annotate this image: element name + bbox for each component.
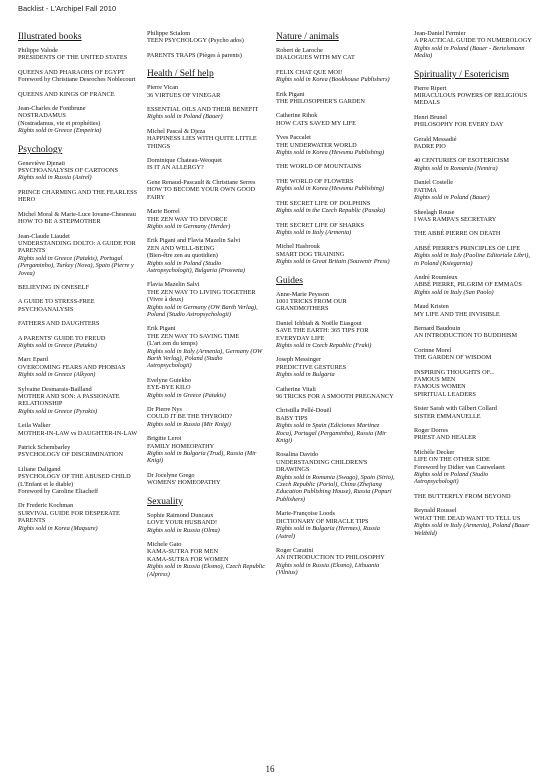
book-entry <box>276 510 396 540</box>
book-entry <box>147 377 267 399</box>
entry-text: Daniel Ichbiah & Noëlle Eiasgout <box>276 319 362 327</box>
book-entry <box>414 85 534 107</box>
entry-text: EYE-BYE KILO <box>147 384 191 392</box>
rights-note: Rights sold in Korea (Maqsure) <box>18 524 98 532</box>
entry-text: THE ZEN WAY TO SAVING TIME <box>147 332 240 340</box>
entry-text: Pierre Vican <box>147 84 179 92</box>
entry-text: Bernard Baudouin <box>414 324 461 332</box>
page-number: 16 <box>265 764 275 774</box>
book-entry <box>18 444 138 459</box>
entry-text: PRINCE CHARMING AND THE FEARLESS HERO <box>18 188 138 204</box>
entry-text: Erik Pigani and Flavia Mazelin Salvi <box>147 237 241 245</box>
book-entry <box>414 245 534 267</box>
rights-note: Rights sold in Italy (San Paolo) <box>414 288 494 296</box>
entry-text: Sylvaine Desmarais-Bailland <box>18 385 92 393</box>
book-entry <box>414 114 534 129</box>
entry-text: PSYCHOANALYSIS OF CARTOONS <box>18 167 118 175</box>
book-entry <box>414 303 534 318</box>
rights-note: Rights sold in Russia (Eksmo), Czech Republic (Alpress) <box>147 563 266 578</box>
book-entry <box>18 356 138 378</box>
rights-note: Rights sold in Romania (Swago), Spain (Sirio), Czech Republic (Portal), China (Zhejiang Education Publishing House), Russia (Popuri Publishers) <box>276 473 395 503</box>
entry-text: SISTER EMMANUELLE <box>414 412 481 420</box>
book-entry <box>276 178 396 193</box>
book-entry <box>18 335 138 350</box>
book-entry <box>147 541 267 578</box>
entry-text: FAMILY HOMEOPATHY <box>147 442 215 450</box>
entry-text: Marc Epard <box>18 356 48 364</box>
book-entry <box>414 179 534 201</box>
book-entry <box>276 222 396 237</box>
entry-text: HAPPINESS LIES WITH QUITE LITTLE THINGS <box>147 135 257 150</box>
entry-text: 40 CENTURIES OF ESOTERICISM <box>414 157 509 165</box>
book-entry <box>276 386 396 401</box>
entry-text: LIFE ON THE OTHER SIDE <box>414 456 490 464</box>
book-entry <box>18 91 138 98</box>
entry-text: Michel Moral & Marie-Luce Iovane-Chesneau <box>18 210 136 218</box>
rights-note: Rights sold in Greece (Empeiria) <box>18 127 102 135</box>
entry-text: KAMA-SUTRA FOR WOMEN <box>147 555 229 563</box>
rights-note: Rights sold in Italy (Armenia) <box>276 228 352 236</box>
section-heading: Illustrated books <box>18 32 82 42</box>
entry-text: THE GARDEN OF WISDOM <box>414 354 492 362</box>
entry-text: Geneviève Djenati <box>18 159 66 167</box>
entry-text: PHILOSOPHY FOR EVERY DAY <box>414 121 504 129</box>
book-entry <box>414 427 534 442</box>
entry-text: HOW CATS SAVED MY LIFE <box>276 119 357 127</box>
entry-text: Leila Walker <box>18 422 51 430</box>
book-entry <box>18 298 138 313</box>
column-1 <box>18 30 138 539</box>
entry-text: THE SECRET LIFE OF DOLPHINS <box>276 199 371 207</box>
book-entry <box>147 208 267 230</box>
book-entry <box>147 472 267 487</box>
book-entry <box>147 128 267 150</box>
entry-text: Sister Sarah with Gilbert Collard <box>414 405 497 413</box>
book-entry <box>147 179 267 201</box>
entry-text: Gerald Messadié <box>414 135 457 143</box>
entry-text: Patrick Schembarley <box>18 444 71 452</box>
entry-text: THE WORLD OF FLOWERS <box>276 177 354 185</box>
entry-text: TEEN PSYCHOLOGY (Psycho ados) <box>147 37 244 45</box>
entry-text: PSYCHOLOGY OF THE ABUSED CHILD <box>18 473 131 481</box>
book-entry <box>18 386 138 416</box>
book-entry <box>414 347 534 362</box>
rights-note: Rights sold in Great Britain (Souvenir Press) <box>276 258 390 266</box>
entry-text: ABBÉ PIERRE, PILGRIM OF EMMAÜS <box>414 281 522 289</box>
section-heading: Nature / animals <box>276 32 339 42</box>
entry-text: ESSENTIAL OILS AND THEIR BENEFIT <box>147 106 259 114</box>
rights-note: Rights sold in Poland (Bauer) <box>414 194 490 202</box>
entry-text: Henri Brunel <box>414 113 448 121</box>
rights-note: Rights sold in Germany (Herder) <box>147 222 231 230</box>
rights-note: Rights sold in Czech Republic (Fraki) <box>276 341 372 349</box>
entry-text: UNDERSTANDING CHILDREN'S DRAWINGS <box>276 458 368 474</box>
entry-text: Catherine Rihok <box>276 112 318 120</box>
entry-text: A GUIDE TO STRESS-FREE PSYCHOANALYSIS <box>18 298 95 313</box>
rights-note: Rights sold in Bulgaria (Trud), Russia (Mir Knigi) <box>147 450 257 465</box>
rights-note: Rights sold in Russia (Eksmo), Lithuania (Vilnius) <box>276 561 380 577</box>
entry-text: NOSTRADAMUS <box>18 112 66 120</box>
rights-note: Rights sold in Poland (Studio Astropsychologii) <box>414 471 489 486</box>
running-header: Backlist - L'Archipel Fall 2010 <box>18 4 117 13</box>
book-entry <box>147 406 267 428</box>
book-entry <box>18 47 138 62</box>
entry-text: THE BUTTERFLY FROM BEYOND <box>414 492 511 500</box>
entry-text: LOVE YOUR HUSBAND! <box>147 519 218 527</box>
column-3 <box>276 30 396 584</box>
entry-text: Michèle Decker <box>414 448 455 456</box>
column-2 <box>147 30 267 585</box>
entry-text: MOTHER AND SON: A PASSIONATE RELATIONSHIP <box>18 393 120 408</box>
entry-text: Jean-Charles de Fontbrune <box>18 105 86 113</box>
rights-note: Rights sold in Poland (Bauer - Bertelsmann Media) <box>414 44 525 60</box>
entry-text: INSPIRING THOUGHTS OF... <box>414 368 495 376</box>
entry-text: THE ZEN WAY TO LIVING TOGETHER (Vivre à deux) <box>147 288 256 304</box>
book-entry <box>276 356 396 378</box>
rights-note: Rights sold in Korea (Hewsmu Publishing) <box>276 185 385 193</box>
rights-note: Rights sold in Italy (Armenia), Poland (Bauer Weltbild) <box>414 522 530 537</box>
entry-text: FELIX CHAT QUE MOI! <box>276 68 343 76</box>
book-entry <box>276 291 396 313</box>
entry-text: A PARENTS' GUIDE TO FREUD <box>18 334 106 342</box>
book-entry <box>276 547 396 577</box>
entry-text: Gene Renaud-Pascault & Christiane Serres <box>147 178 256 186</box>
entry-text: Yves Paccalet <box>276 134 311 142</box>
entry-text: THE PHILOSOPHER'S GARDEN <box>276 98 365 106</box>
rights-note: Rights sold in Bulgaria <box>276 371 335 379</box>
entry-text: Pierre Ripert <box>414 84 447 92</box>
book-entry <box>18 189 138 204</box>
entry-text: Dr Jocelyne Grego <box>147 471 195 479</box>
entry-text: Sheelagh Rouse <box>414 208 455 216</box>
book-entry <box>18 422 138 437</box>
entry-text: SMART DOG TRAINING <box>276 250 345 258</box>
entry-text: QUEENS AND KINGS OF FRANCE <box>18 90 115 98</box>
entry-text: PRESIDENTS OF THE UNITED STATES <box>18 54 128 62</box>
book-entry <box>147 106 267 121</box>
entry-text: A PRACTICAL GUIDE TO NUMEROLOGY <box>414 37 532 45</box>
entry-text: MOTHER-IN-LAW vs DAUGHTER-IN-LAW <box>18 429 138 437</box>
entry-text: DICTIONARY OF MIRACLE TIPS <box>276 517 369 525</box>
book-entry <box>414 230 534 237</box>
book-entry <box>147 157 267 172</box>
entry-text: THE ABBÉ PIERRE ON DEATH <box>414 230 501 238</box>
entry-text: Dominique Chateau-Weoquet <box>147 157 222 165</box>
entry-text: PADRE PIO <box>414 143 446 151</box>
entry-text: WOMENS' HOMEOPATHY <box>147 479 221 487</box>
entry-text: Foreword by Christiane Desroches Noblecourt <box>18 76 136 84</box>
section-heading: Guides <box>276 275 303 286</box>
entry-text: Joseph Messinger <box>276 356 321 364</box>
entry-text: Catherine Vitali <box>276 385 316 393</box>
entry-text: PRIEST AND HEALER <box>414 434 477 442</box>
entry-text: Marie Borrel <box>147 208 180 216</box>
entry-text: UNDERSTANDING DOLTO: A GUIDE FOR PARENTS <box>18 239 136 255</box>
entry-text: Sophie Raimond Duncaux <box>147 511 214 519</box>
entry-text: Brigitte Leroi <box>147 435 182 443</box>
entry-text: FAMOUS MEN <box>414 376 456 383</box>
entry-text: FATHERS AND DAUGHTERS <box>18 320 100 328</box>
book-entry <box>18 466 138 496</box>
rights-note: Rights sold in Greece (Patakis) <box>18 341 97 349</box>
book-entry <box>18 69 138 84</box>
book-entry <box>414 274 534 296</box>
entry-text: MIRACULOUS POWERS OF RELIGIOUS MEDALS <box>414 92 528 107</box>
entry-text: MY LIFE AND THE INVISIBLE <box>414 310 500 318</box>
entry-text: SAVE THE EARTH: 365 TIPS FOR EVERYDAY LIFE <box>276 327 369 342</box>
book-entry <box>18 233 138 277</box>
entry-text: Jean-Daniel Fermier <box>414 30 466 37</box>
rights-note: Rights sold in Korea (Bookhouse Publishers) <box>276 76 390 84</box>
rights-note: Rights sold in Italy (Paoline Editoriale Libri), in Poland (Ksiegarnia) <box>414 252 530 267</box>
rights-note: Rights sold in Korea (Hewsmu Publishing) <box>276 149 385 157</box>
entry-text: Jean-Claude Liaudet <box>18 232 70 240</box>
entry-text: Foreword by Caroline Eliacheff <box>18 488 99 496</box>
entry-text: Erik Pigani <box>147 325 176 333</box>
book-entry <box>147 435 267 465</box>
rights-note: Rights sold in Greece (Patakis) <box>147 391 226 399</box>
book-entry <box>414 507 534 537</box>
rights-note: Rights sold in Greece (Patakis), Portugal (Pergaminho), Turkey (Nova), Spain (Pierre y Jovea) <box>18 254 134 277</box>
section-heading: Spirituality / Esotericism <box>414 69 509 80</box>
entry-text: COULD IT BE THE THYROID? <box>147 413 233 421</box>
book-entry <box>276 243 396 265</box>
entry-text: Christilla Pellé-Douël <box>276 407 332 415</box>
entry-text: HOW TO BECOME YOUR OWN GOOD FAIRY <box>147 186 256 201</box>
book-entry <box>18 160 138 182</box>
entry-text: (L'art zen du temps) <box>147 340 198 348</box>
entry-text: IS IT AN ALLERGY? <box>147 164 204 172</box>
book-entry <box>276 69 396 84</box>
rights-note: Rights sold in Greece (Pyrakis) <box>18 407 98 415</box>
book-entry <box>147 325 267 369</box>
book-entry <box>18 211 138 226</box>
entry-text: Reynald Roussel <box>414 507 457 515</box>
entry-text: Anne-Marie Peysson <box>276 290 329 298</box>
rights-note: Rights sold in Spain (Ediciones Martinez Roca), Portugal (Pergaminho), Russia (Mir Knigi) <box>276 422 387 445</box>
section-heading: Health / Self help <box>147 69 214 80</box>
entry-text: Liliane Daligand <box>18 465 61 473</box>
rights-note: Rights sold in Russia (Astrel) <box>18 174 92 182</box>
rights-note: Rights sold in Germany (OW Barth Verlag), Poland (Studio Astropsychologii) <box>147 303 258 318</box>
book-entry <box>414 369 534 399</box>
book-entry <box>147 281 267 318</box>
entry-text: André Roumieux <box>414 273 458 281</box>
entry-text: THE SECRET LIFE OF SHARKS <box>276 221 365 229</box>
section-heading: Sexuality <box>147 496 183 507</box>
entry-text: 1001 TRICKS FROM OUR GRANDMOTHERS <box>276 297 347 313</box>
book-entry <box>414 30 534 60</box>
entry-text: Michel Pascal & Djeza <box>147 127 206 135</box>
book-entry <box>18 284 138 291</box>
entry-text: THE UNDERWATER WORLD <box>276 141 357 149</box>
entry-text: Roger Dorres <box>414 427 449 435</box>
entry-text: Flavia Mazelin Salvi <box>147 281 200 289</box>
section-heading: Psychology <box>18 144 63 155</box>
entry-text: (Bien-être zen au quotidien) <box>147 252 218 260</box>
book-entry <box>276 91 396 106</box>
entry-text: Foreword by Didier van Cauwelaert <box>414 463 505 471</box>
book-entry <box>276 407 396 444</box>
book-entry <box>276 451 396 503</box>
book-entry <box>147 237 267 274</box>
entry-text: I WAS RAMPA'S SECRETARY <box>414 215 497 223</box>
entry-text: BELIEVING IN ONESELF <box>18 283 90 291</box>
book-entry <box>18 105 138 135</box>
book-entry <box>147 512 267 534</box>
book-entry <box>147 52 267 59</box>
rights-note: Rights sold in Romania (Nemira) <box>414 164 498 172</box>
entry-text: Rosalina Davido <box>276 451 319 459</box>
entry-text: 36 VIRTUES OF VINEGAR <box>147 91 221 99</box>
book-entry <box>414 493 534 500</box>
entry-text: 96 TRICKS FOR A SMOOTH PREGNANCY <box>276 393 394 400</box>
rights-note: Rights sold in Russia (Olma) <box>147 526 220 534</box>
entry-text: AN INTRODUCTION TO PHILOSOPHY <box>276 554 385 562</box>
entry-text: WHAT THE DEAD WANT TO TELL US <box>414 514 521 522</box>
book-entry <box>276 200 396 215</box>
entry-text: OVERCOMING FEARS AND PHOBIAS <box>18 363 126 371</box>
book-entry <box>414 136 534 151</box>
entry-text: (L'Enfant et le diable) <box>18 480 74 488</box>
entry-text: Philippe Scialom <box>147 30 191 37</box>
book-entry <box>414 449 534 486</box>
rights-note: Rights sold in Poland (Studio Astropsychologii), Bulgaria (Prosveta) <box>147 259 245 274</box>
book-entry <box>414 209 534 224</box>
entry-text: Philippe Valode <box>18 47 58 54</box>
rights-note: Rights sold in Italy (Armenia), Germany (OW Barth Verlag), Poland (Studio Astropsychologii) <box>147 347 263 370</box>
column-4 <box>414 30 534 544</box>
entry-text: SURVIVAL GUIDE FOR DESPERATE PARENTS <box>18 509 120 525</box>
entry-text: THE WORLD OF MOUNTAINS <box>276 163 362 171</box>
entry-text: PSYCHOLOGY OF DISCRIMINATION <box>18 451 124 459</box>
entry-text: (Nostradamus, vie et prophéties) <box>18 119 101 127</box>
entry-text: FATIMA <box>414 186 437 194</box>
entry-text: Dr Pierre Nys <box>147 406 182 414</box>
entry-text: FAMOUS WOMEN <box>414 383 466 391</box>
entry-text: Daniel Costelle <box>414 179 453 187</box>
book-entry <box>147 84 267 99</box>
entry-text: Roger Caratini <box>276 546 314 554</box>
entry-text: Evelyne Gutekbo <box>147 376 191 384</box>
entry-text: Dr Frederic Kochman <box>18 502 74 510</box>
book-entry <box>276 47 396 62</box>
entry-text: HOW TO BE A STEPMOTHER <box>18 218 101 226</box>
entry-text: QUEENS AND PHARAOHS OF EGYPT <box>18 68 125 76</box>
book-entry <box>18 320 138 327</box>
rights-note: Rights sold in the Czech Republic (Pasaka) <box>276 207 386 215</box>
entry-text: AN INTRODUCTION TO BUDDHISM <box>414 332 518 340</box>
entry-text: PARENTS TRAPS (Pièges à parents) <box>147 51 242 59</box>
entry-text: Michele Gato <box>147 540 182 548</box>
rights-note: Rights sold in Bulgaria (Hermes), Russia (Astrel) <box>276 525 380 540</box>
entry-text: SPIRITUAL LEADERS <box>414 390 476 398</box>
entry-text: KAMA-SUTRA FOR MEN <box>147 548 219 556</box>
entry-text: BABY TIPS <box>276 414 308 422</box>
entry-text: THE ZEN WAY TO DIVORCE <box>147 215 228 223</box>
book-entry <box>276 320 396 350</box>
entry-text: Maud Kristen <box>414 303 449 311</box>
book-entry <box>147 30 267 45</box>
entry-text: ABBÉ PIERRE'S PRINCIPLES OF LIFE <box>414 244 521 252</box>
book-entry <box>18 502 138 532</box>
book-entry <box>414 325 534 340</box>
entry-text: Michel Hasbrouk <box>276 243 320 251</box>
entry-text: Corinne Morel <box>414 346 452 354</box>
book-entry <box>276 163 396 170</box>
book-entry <box>414 157 534 172</box>
entry-text: DIALOGUES WITH MY CAT <box>276 54 355 62</box>
entry-text: PREDICTIVE GESTURES <box>276 363 347 371</box>
rights-note: Rights sold in Greece (Alkyon) <box>18 371 96 379</box>
entry-text: Erik Pigani <box>276 90 305 98</box>
book-entry <box>276 134 396 156</box>
entry-text: ZEN AND WELL-BEING <box>147 244 215 252</box>
entry-text: Marie-Françoise Loods <box>276 510 335 518</box>
rights-note: Rights sold in Poland (Bauer) <box>147 113 223 121</box>
entry-text: Robert de Laroche <box>276 47 323 54</box>
book-entry <box>276 112 396 127</box>
book-entry <box>414 405 534 420</box>
rights-note: Rights sold in Russia (Mir Knigi) <box>147 420 231 428</box>
